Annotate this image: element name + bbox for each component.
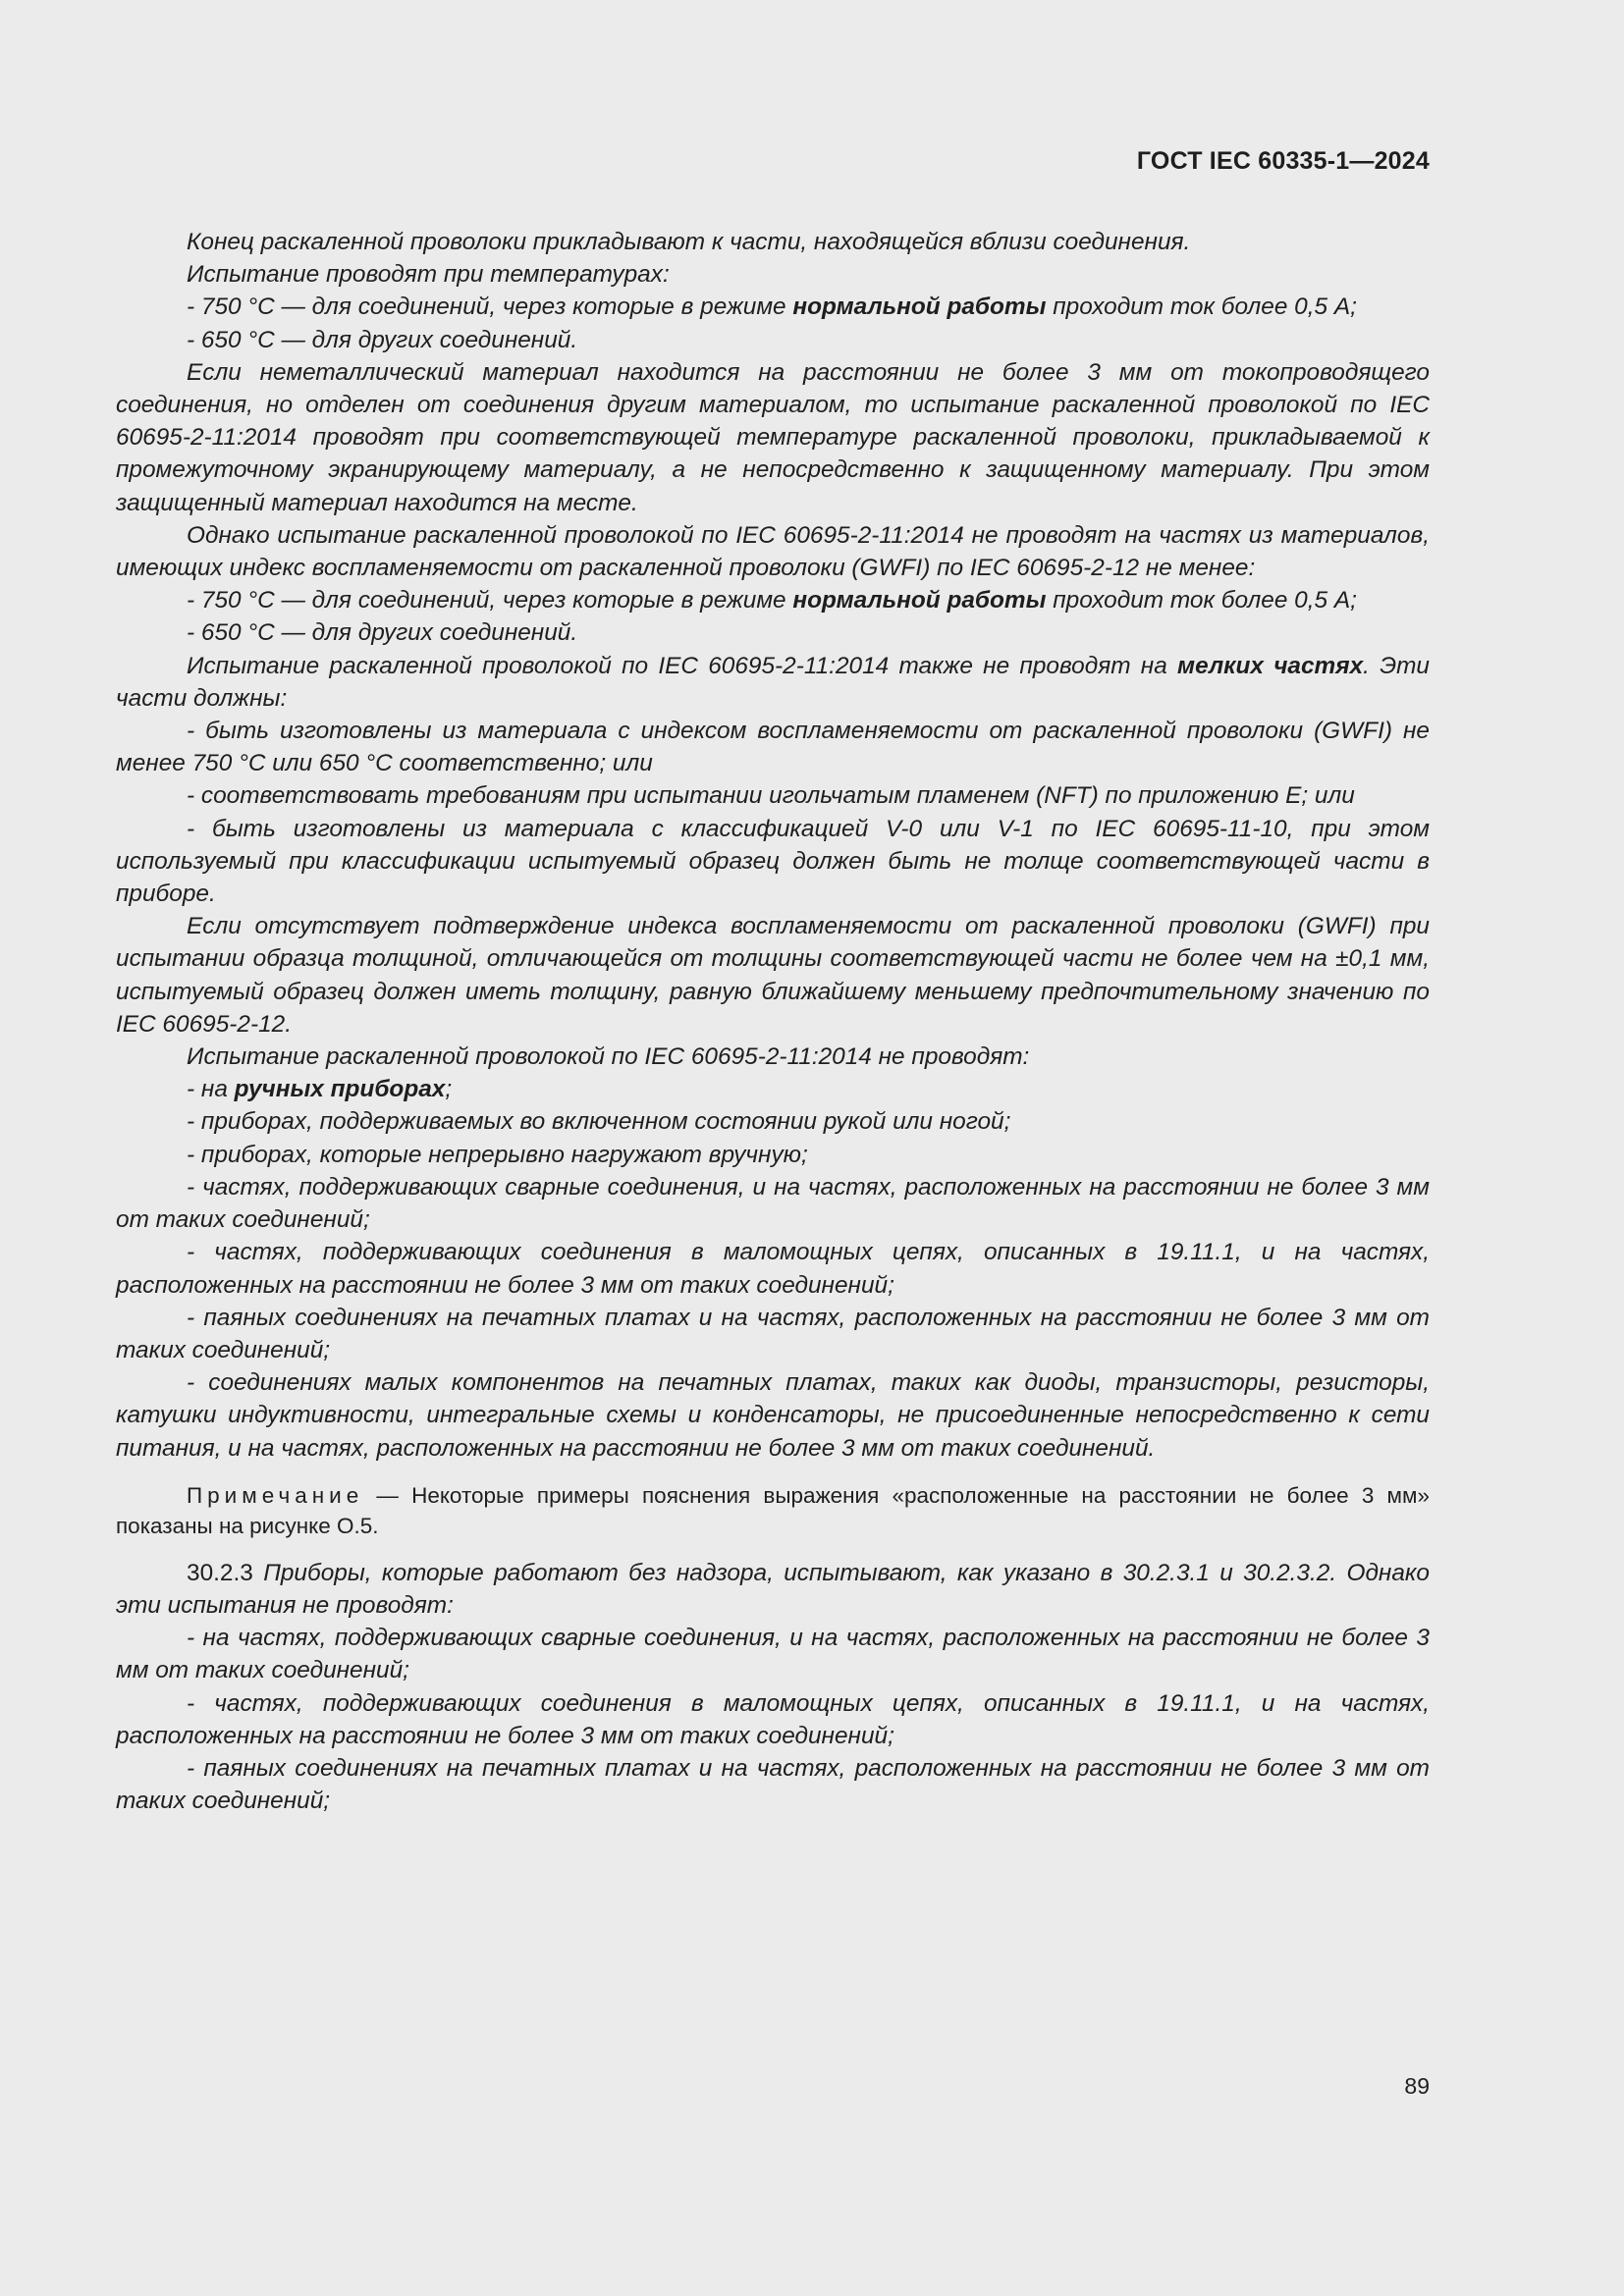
paragraph: Если отсутствует подтверждение индекса воспламеняемости от раскаленной проволоки (GWFI) при испытании образца толщиной, отличающейся от толщины соответствующей части не более чем на ±0,1 мм, испытуемый образец должен иметь толщину, равную ближайшему меньшему предпочтительному значению по IEC 60695-2-12. [116, 913, 1430, 1038]
paragraph: Испытание проводят при температурах: [187, 261, 670, 289]
text: ; [445, 1076, 453, 1103]
document-header: ГОСТ IEC 60335-1—2024 [1136, 147, 1430, 175]
paragraph [116, 650, 1430, 715]
list-item: - приборах, которые непрерывно нагружают вручную; [187, 1141, 808, 1168]
list-item [116, 291, 1430, 323]
clause-number: 30.2.3 [187, 1559, 264, 1586]
note-label: Примечание [187, 1482, 364, 1508]
text: . Эти части должны: [116, 652, 1431, 712]
text: Испытание раскаленной проволокой по IEC 60695-2-11:2014 также не проводят на [187, 652, 1178, 679]
list-item: - на частях, поддерживающих сварные соединения, и на частях, расположенных на расстоянии не более 3 мм от таких соединений; [116, 1625, 1430, 1684]
term: ручных приборах [234, 1076, 446, 1103]
paragraph: Однако испытание раскаленной проволокой по IEC 60695-2-11:2014 не проводят на частях из материалов, имеющих индекс воспламеняемости от раскаленной проволоки (GWFI) по IEC 60695-2-12 не менее: [116, 521, 1430, 582]
term: нормальной работы [792, 294, 1047, 321]
list-item: - 650 °C — для других соединений. [187, 326, 578, 353]
list-item: - паяных соединениях на печатных платах и на частях, расположенных на расстоянии не более 3 мм от таких соединений; [116, 1304, 1430, 1363]
note [116, 1480, 1430, 1541]
text: - 750 °C — для соединений, через которые в режиме [187, 587, 793, 614]
page-number: 89 [1404, 2073, 1430, 2099]
list-item [116, 584, 1430, 616]
list-item: - быть изготовлены из материала с классификацией V-0 или V-1 по IEC 60695-11-10, при этом используемый при классификации испытуемый образец должен быть не толще соответствующей части в приборе. [116, 815, 1430, 908]
term: нормальной работы [792, 587, 1047, 614]
list-item: - 650 °C — для других соединений. [187, 619, 578, 647]
text: проходит ток более 0,5 А; [1046, 587, 1357, 614]
note-text: — Некоторые примеры пояснения выражения «расположенные на расстоянии не более 3 мм» показаны на рисунке O.5. [116, 1482, 1430, 1538]
list-item: - быть изготовлены из материала с индексом воспламеняемости от раскаленной проволоки (GWFI) не менее 750 °C или 650 °C соответственно; или [116, 718, 1430, 777]
paragraph: Испытание раскаленной проволокой по IEC 60695-2-11:2014 не проводят: [187, 1043, 1030, 1071]
paragraph: Конец раскаленной проволоки прикладывают к части, находящейся вблизи соединения. [187, 229, 1191, 255]
list-item: - соответствовать требованиям при испытании игольчатым пламенем (NFT) по приложению E; или [187, 782, 1355, 810]
list-item: - паяных соединениях на печатных платах и на частях, расположенных на расстоянии не более 3 мм от таких соединений; [116, 1754, 1430, 1815]
text: Приборы, которые работают без надзора, испытывают, как указано в 30.2.3.1 и 30.2.3.2. Однако эти испытания не проводят: [116, 1559, 1430, 1619]
text: - на [187, 1076, 235, 1103]
text: - 750 °C — для соединений, через которые в режиме [187, 294, 793, 321]
text: проходит ток более 0,5 А; [1046, 294, 1357, 321]
list-item: - частях, поддерживающих соединения в маломощных цепях, описанных в 19.11.1, и на частях, расположенных на расстоянии не более 3 мм от таких соединений; [116, 1239, 1430, 1299]
list-item: - приборах, поддерживаемых во включенном состоянии рукой или ногой; [187, 1108, 1011, 1136]
document-body [116, 226, 1430, 1817]
paragraph: Если неметаллический материал находится на расстоянии не более 3 мм от токопроводящего соединения, но отделен от соединения другим материалом, то испытание раскаленной проволокой по IEC 60695-2-11:2014 проводят при соответствующей температуре раскаленной проволоки, прикладываемой к промежуточному экранирующему материалу, а не непосредственно к защищенному материалу. При этом защищенный материал находится на месте. [116, 358, 1430, 516]
list-item [116, 1073, 1430, 1105]
term: мелких частях [1177, 652, 1364, 679]
list-item: - соединениях малых компонентов на печатных платах, таких как диоды, транзисторы, резисторы, катушки индуктивности, интегральные схемы и конденсаторы, не присоединенные непосредственно к сети питания, и на частях, расположенных на расстоянии не более 3 мм от таких соединений. [116, 1369, 1430, 1462]
list-item: - частях, поддерживающих соединения в маломощных цепях, описанных в 19.11.1, и на частях, расположенных на расстоянии не более 3 мм от таких соединений; [116, 1689, 1430, 1749]
list-item: - частях, поддерживающих сварные соединения, и на частях, расположенных на расстоянии не более 3 мм от таких соединений; [116, 1173, 1430, 1234]
clause-paragraph [116, 1557, 1430, 1622]
